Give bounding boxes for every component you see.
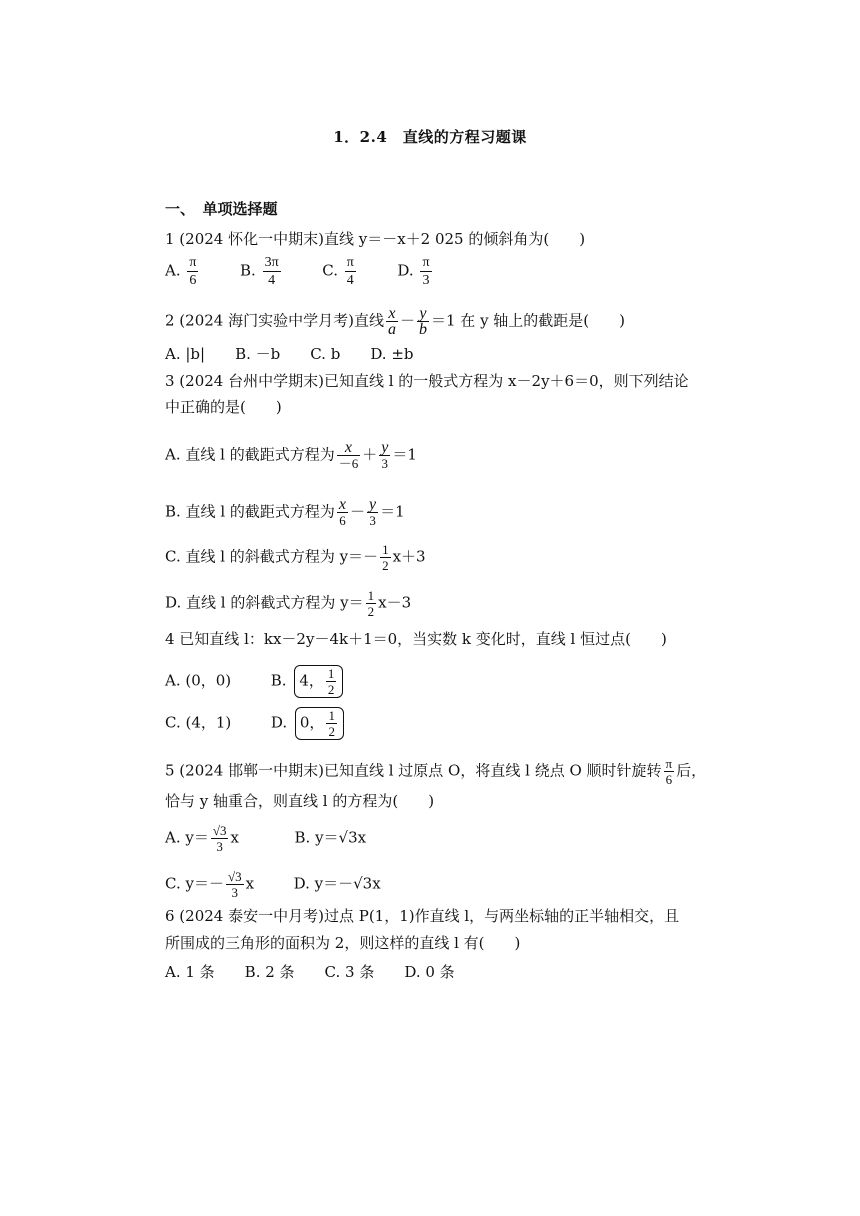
question-2-stem: 2 (2024 海门实验中学月考)直线 $\frac{x}{a}$ － $\frac{y}{b}$ ＝1 在 y 轴上的截距是( ) bbox=[165, 305, 626, 338]
option-d-fraction: $\frac{\pi}{3}$ bbox=[422, 255, 430, 288]
question-2-options: A. |b| B. －b C. b D. ±b bbox=[165, 345, 414, 363]
question-3-option-a: A. 直线 l 的截距式方程为 $\frac{x}{-6}$ ＋ $\frac{y}{3}$ ＝1 bbox=[165, 439, 417, 471]
question-3-option-b: B. 直线 l 的截距式方程为 $\frac{x}{6}$ － $\frac{y}{3}$ ＝1 bbox=[165, 496, 405, 528]
question-4-stem: 4 已知直线 l：kx－2y－4k＋1＝0，当实数 k 变化时，直线 l 恒过点( ) bbox=[165, 630, 667, 648]
question-3-option-d: D. 直线 l 的斜截式方程为 y＝ $\frac{1}{2}$ x－3 bbox=[165, 588, 412, 619]
section-heading: 一、 单项选择题 bbox=[165, 200, 278, 218]
question-6-stem-line2: 所围成的三角形的面积为 2，则这样的直线 l 有( ) bbox=[165, 934, 521, 952]
question-3-stem-line2: 中正确的是( ) bbox=[165, 398, 282, 416]
question-6-stem-line1: 6 (2024 泰安一中月考)过点 P(1，1)作直线 l，与两坐标轴的正半轴相交，且 bbox=[165, 907, 680, 925]
question-1-options: A. $\frac{\pi}{6}$ B. $\frac{3\pi}{4}$ C. $\frac{\pi}{4}$ D. $\frac{\pi}{3}$ bbox=[165, 255, 430, 288]
question-5-stem-line2: 恰与 y 轴重合，则直线 l 的方程为( ) bbox=[165, 792, 435, 810]
option-b-fraction: $\frac{3\pi}{4}$ bbox=[264, 255, 279, 288]
question-4-options-row2: C. (4，1) D. 0， $\frac{1}{2}$ bbox=[165, 707, 347, 740]
question-5-stem-line1: 5 (2024 邯郸一中期末)已知直线 l 过原点 O，将直线 l 绕点 O 顺时针旋转 $\frac{\pi}{6}$ 后， bbox=[165, 756, 707, 787]
question-3-option-c: C. 直线 l 的斜截式方程为 y＝－ $\frac{1}{2}$ x＋3 bbox=[165, 542, 426, 573]
question-6-options: A. 1 条 B. 2 条 C. 3 条 D. 0 条 bbox=[165, 963, 455, 981]
question-5-options-row2: C. y＝－ $\frac{√3}{3}$ x D. y＝－√3x bbox=[165, 869, 381, 900]
page-title: 1．2.4 直线的方程习题课 bbox=[333, 128, 527, 146]
option-c-fraction: $\frac{\pi}{4}$ bbox=[346, 255, 354, 288]
question-1-stem: 1 (2024 怀化一中期末)直线 y＝－x＋2 025 的倾斜角为( ) bbox=[165, 230, 586, 248]
question-3-stem-line1: 3 (2024 台州中学期末)已知直线 l 的一般式方程为 x－2y＋6＝0，则下列结论 bbox=[165, 372, 689, 390]
option-a-fraction: $\frac{\pi}{6}$ bbox=[189, 255, 197, 288]
question-4-options-row1: A. (0，0) B. 4， $\frac{1}{2}$ bbox=[165, 665, 346, 698]
question-5-options-row1: A. y＝ $\frac{√3}{3}$ x B. y＝√3x bbox=[165, 823, 367, 854]
